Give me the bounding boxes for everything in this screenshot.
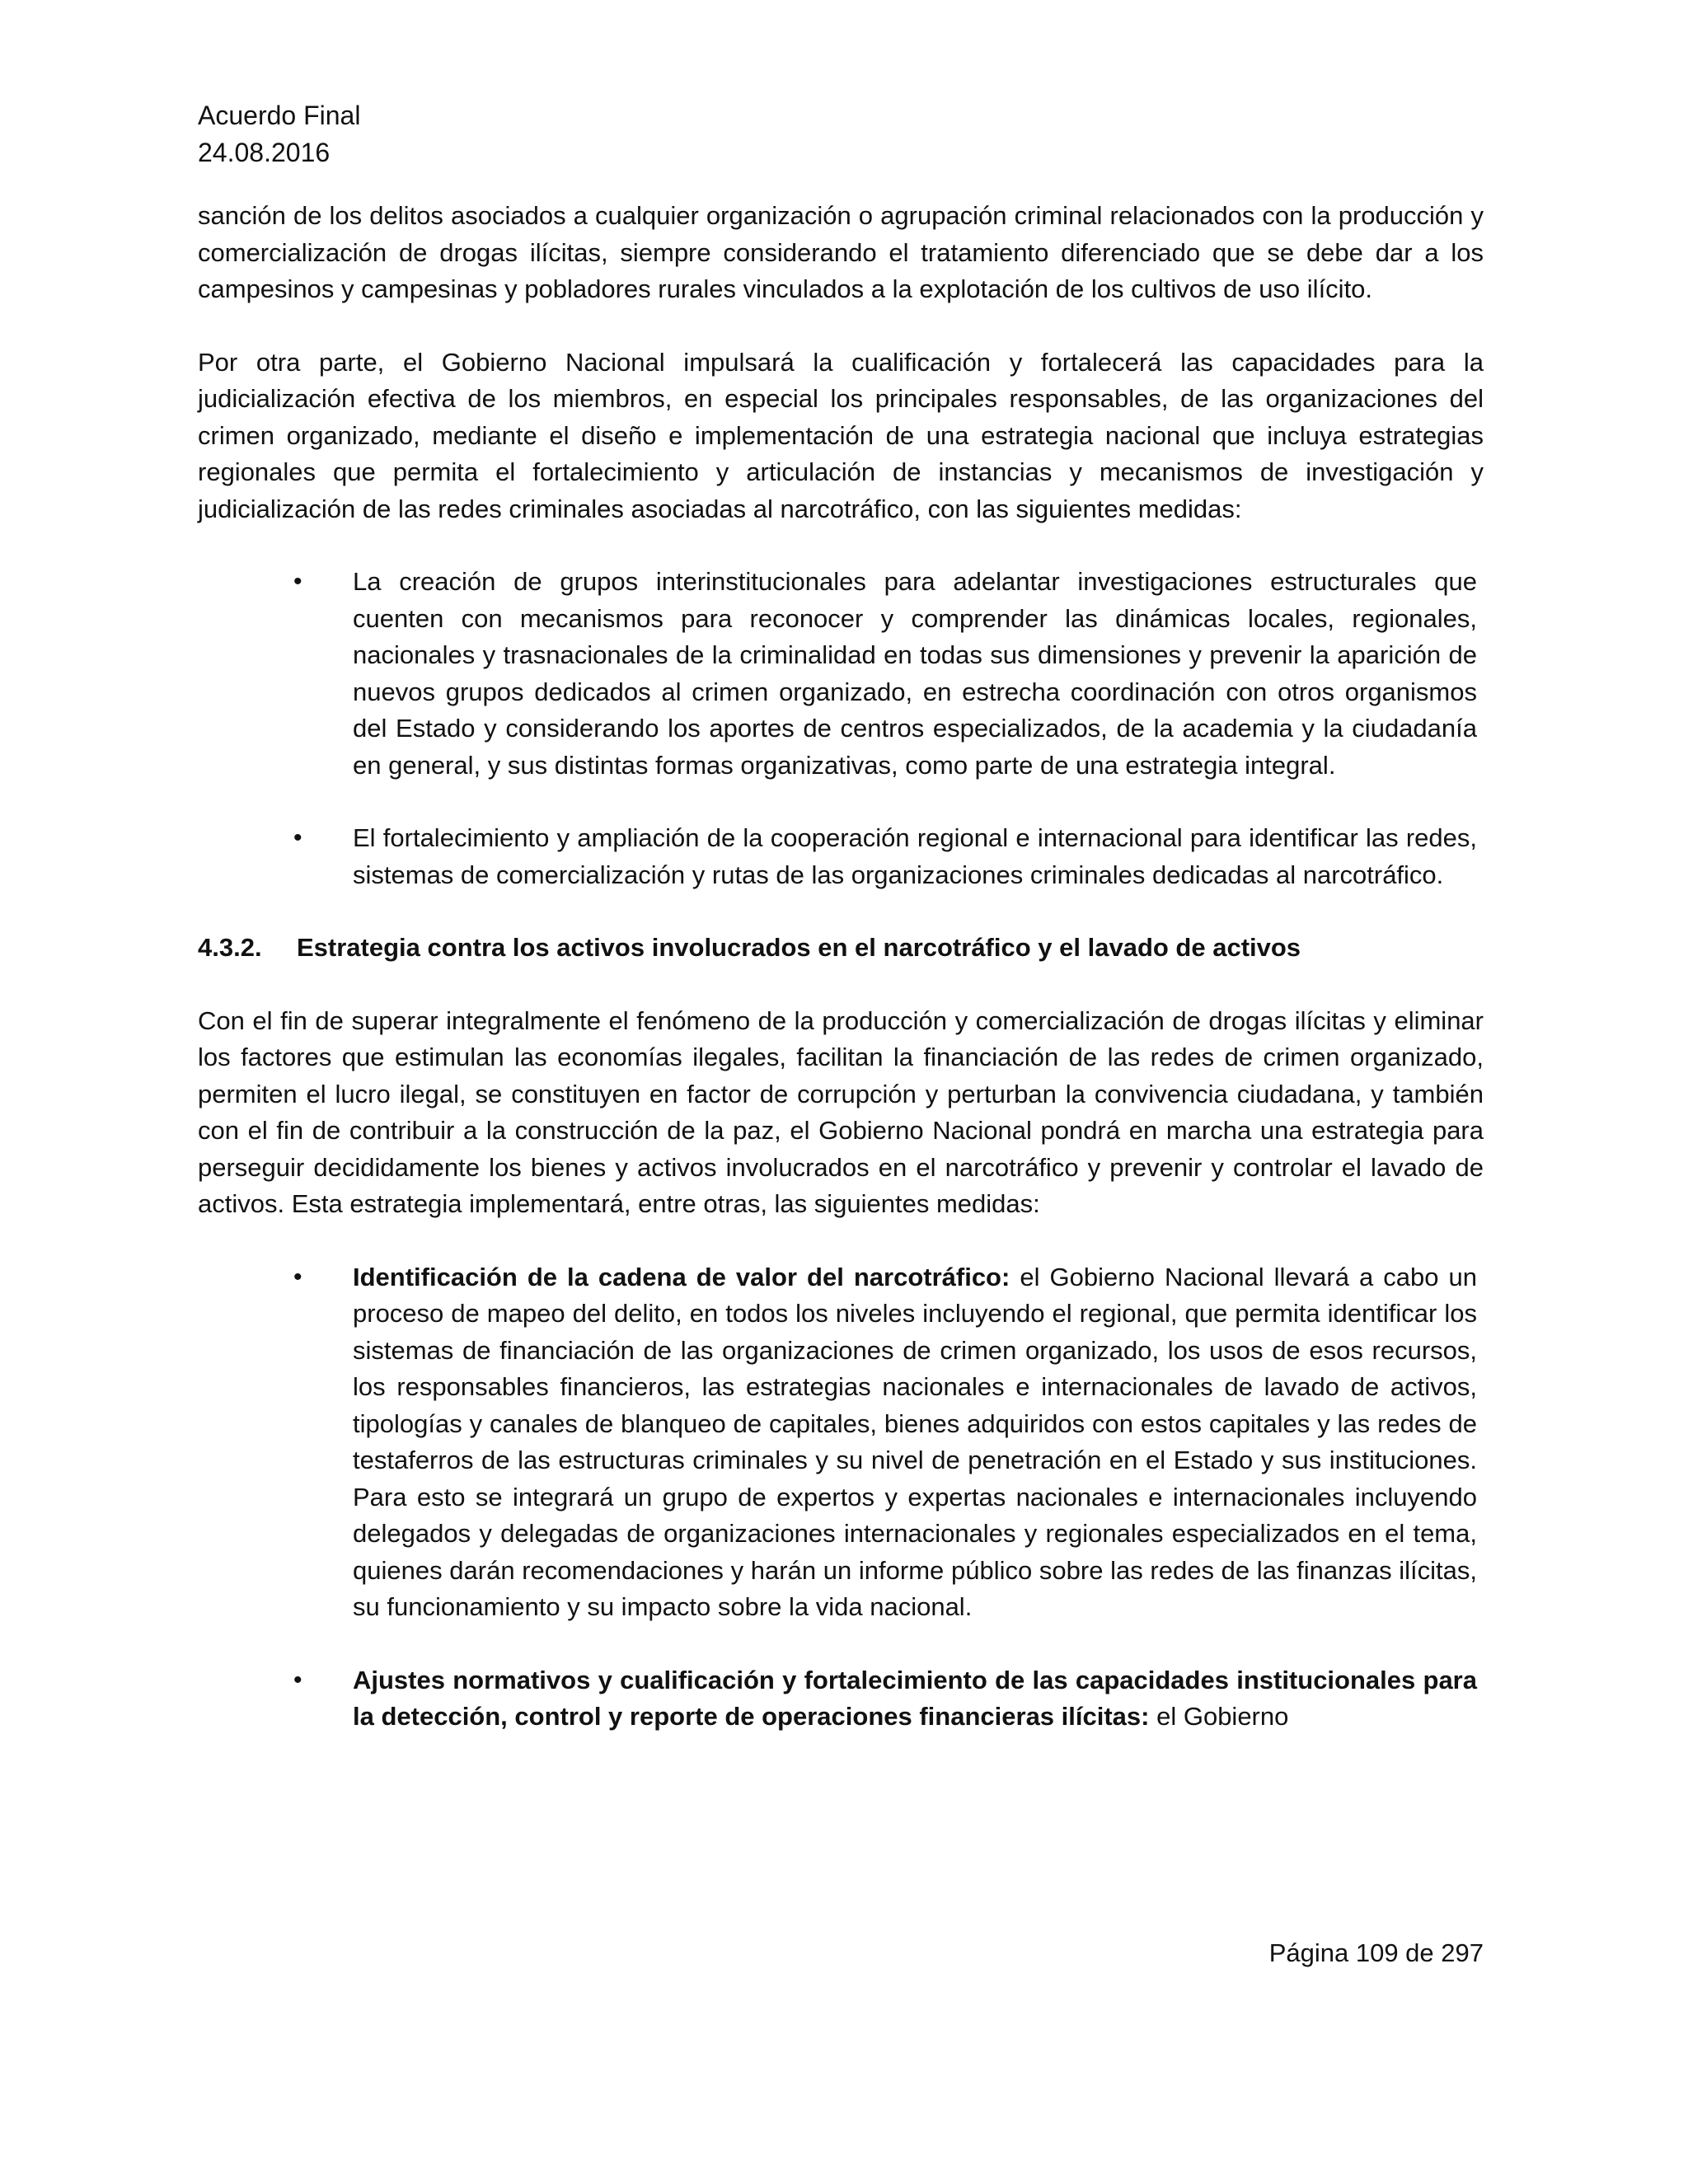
bullet-icon: • <box>293 1666 302 1694</box>
page-header <box>198 97 360 171</box>
list-item <box>198 1662 1484 1736</box>
document-title: Acuerdo Final <box>198 101 361 130</box>
bullet-icon: • <box>293 824 302 851</box>
list-item-text: el Gobierno <box>1149 1702 1289 1731</box>
paragraph: Con el fin de superar integralmente el fenómeno de la producción y comercialización de drogas ilícitas y eliminar los factores que estimulan las economías ilegales, facilitan la financiación de las redes de crimen organizado, permiten el lucro ilegal, se constituyen en factor de corrupción y perturban la convivencia ciudadana, y también con el fin de contribuir a la construcción de la paz, el Gobierno Nacional pondrá en marcha una estrategia para perseguir decididamente los bienes y activos involucrados en el narcotráfico y prevenir y controlar el lavado de activos. Esta estrategia implementará, entre otras, las siguientes medidas: <box>198 1005 1484 1218</box>
section-title: Estrategia contra los activos involucrados en el narcotráfico y el lavado de activos <box>297 933 1301 962</box>
list-item-text: El fortalecimiento y ampliación de la cooperación regional e internacional para identificar las redes, sistemas de comercialización y rutas de las organizaciones criminales dedicadas al narcotráfico. <box>353 823 1477 889</box>
section-heading <box>198 930 1484 967</box>
paragraph: Por otra parte, el Gobierno Nacional impulsará la cualificación y fortalecerá las capacidades para la judicialización efectiva de los miembros, en especial los principales responsables, de las organizaciones del crimen organizado, mediante el diseño e implementación de una estrategia nacional que incluya estrategias regionales que permita el fortalecimiento y articulación de instancias y mecanismos de investigación y judicialización de las redes criminales asociadas al narcotráfico, con las siguientes medidas: <box>198 347 1484 523</box>
list-item <box>198 820 1484 893</box>
list-item <box>198 564 1484 784</box>
document-date: 24.08.2016 <box>198 138 331 167</box>
paragraph: sanción de los delitos asociados a cualquier organización o agrupación criminal relacionados con la producción y comercialización de drogas ilícitas, siempre considerando el tratamiento diferenciado que se debe dar a los campesinos y campesinas y pobladores rurales vinculados a la explotación de los cultivos de uso ilícito. <box>198 201 1484 303</box>
list-item-lead: Ajustes normativos y cualificación y fortalecimiento de las capacidades institucionales para la detección, control y reporte de operaciones financieras ilícitas: <box>353 1665 1477 1731</box>
bullet-icon: • <box>293 1263 302 1291</box>
list-item-text: La creación de grupos interinstitucionales para adelantar investigaciones estructurales que cuenten con mecanismos para reconocer y comprender las dinámicas locales, regionales, nacionales y trasnacionales de la criminalidad en todas sus dimensiones y prevenir la aparición de nuevos grupos dedicados al crimen organizado, en estrecha coordinación con otros organismos del Estado y considerando los aportes de centros especializados, de la academia y la ciudadanía en general, y sus distintas formas organizativas, como parte de una estrategia integral. <box>353 567 1477 780</box>
list-item <box>198 1259 1484 1626</box>
page-number: Página 109 de 297 <box>1268 1938 1484 1967</box>
list-item-text: el Gobierno Nacional llevará a cabo un proceso de mapeo del delito, en todos los niveles incluyendo el regional, que permita identificar los sistemas de financiación de las organizaciones de crimen organizado, los usos de esos recursos, los responsables financieros, las estrategias nacionales e internacionales de lavado de activos, tipologías y canales de blanqueo de capitales, bienes adquiridos con estos capitales y las redes de testaferros de las estructuras criminales y su nivel de penetración en el Estado y sus instituciones. Para esto se integrará un grupo de expertos y expertas nacionales e internacionales incluyendo delegados y delegadas de organizaciones internacionales y regionales especializados en el tema, quienes darán recomendaciones y harán un informe público sobre las redes de las finanzas ilícitas, su funcionamiento y su impacto sobre la vida nacional. <box>353 1262 1477 1621</box>
bullet-icon: • <box>293 568 302 595</box>
bullet-list <box>198 564 1484 893</box>
list-item-lead: Identificación de la cadena de valor del narcotráfico: <box>353 1262 1010 1291</box>
section-number: 4.3.2. <box>198 933 262 962</box>
document-body <box>198 198 1484 1772</box>
bullet-list <box>198 1259 1484 1736</box>
